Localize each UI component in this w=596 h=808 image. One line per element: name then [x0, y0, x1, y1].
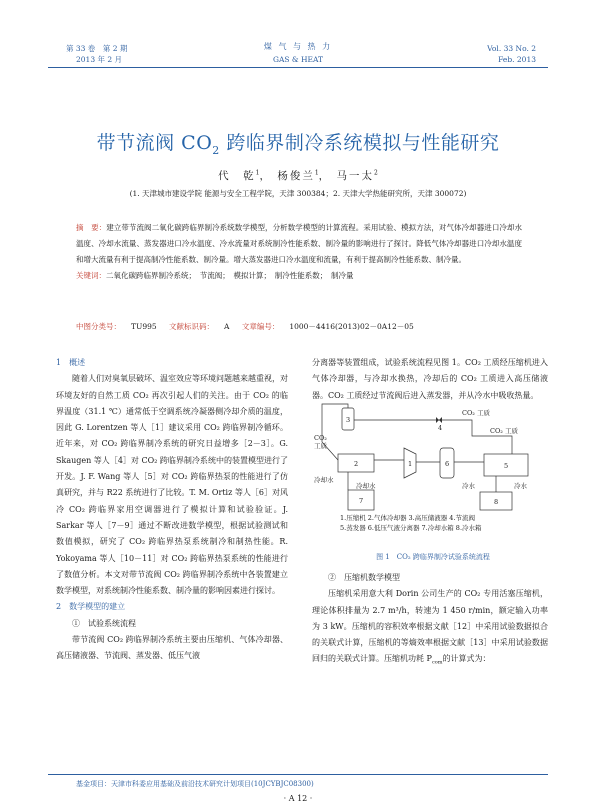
svg-text:4: 4	[438, 424, 443, 432]
paragraph: 带节流阀 CO₂ 跨临界制冷系统主要由压缩机、气体冷却器、高压储液器、节流阀、蒸发器、低压气液	[56, 635, 288, 661]
svg-text:3: 3	[346, 416, 351, 424]
paragraph: 随着人们对臭氧层破坏、温室效应等环境问题越来越重视，对环境友好的自然工质 CO₂ 再次引起人们的关注。由于 CO₂ 的临界温度（31.1 ℃）通常低于空调系统冷凝器侧冷却介质的温度，因此 G. Lorentzen 等人［1］建议采用 CO₂ 跨临界制冷循环。近年来，对 CO₂ 跨临界制冷系统的研究日益增多［2－3］。G. Skaugen 等人［4］对 CO₂ 跨临界制冷系统中的装置模型进行了开发。J. F. Wang 等人［5］对 CO₂ 跨临界热泵的性能进行了仿真研究，并与 R22 系统进行了比较。T. M. Ortiz 等人［6］对风冷 CO₂ 跨临界家用空调器进行了模拟计算和试验验证。J. Sarkar 等人［7－9］通过不断改进数学模型，根据试验测试和数值模拟，研究了 CO₂ 跨临界热泵系统制冷和制热性能。R. Yokoyama 等人［10－11］对 CO₂ 跨临界热泵系统的性能进行了数值分析。本文对带节流阀 CO₂ 跨临界制冷系统中各装置建立数学模型，对系统制冷性能系数、制冷量的影响因素进行探讨。	[56, 374, 288, 596]
subsection-heading: ② 压缩机数学模型	[328, 573, 400, 582]
fig-label-cooling-water: 冷却水	[314, 476, 334, 484]
header-volume-cn: 第 33 卷 第 2 期	[66, 44, 128, 53]
fig-label-right: CO₂ 工质	[490, 427, 518, 435]
fig-label-co2-left: CO₂	[314, 434, 327, 442]
page-number: · A 12 ·	[283, 794, 313, 803]
header-journal-en: GAS & HEAT	[272, 55, 323, 64]
keywords-label: 关键词：	[76, 271, 106, 280]
author-name: 杨俊兰	[277, 170, 315, 182]
classification-row: 中图分类号： TU995 文献标识码： A 文章编号： 1000－4416(2013)02－0A12－05	[76, 322, 414, 331]
abstract-label: 摘 要：	[76, 223, 107, 232]
left-column	[56, 355, 288, 665]
svg-text:2: 2	[354, 460, 359, 468]
fig-label-top: CO₂ 工质	[462, 409, 490, 417]
paper-title: 带节流阀 $CO_2$ 跨临界制冷系统模拟与性能研究	[96, 132, 500, 157]
figure-caption: 图 1 CO₂ 跨临界制冷试验系统流程	[376, 553, 490, 561]
figure-legend: 1.压缩机 2.气体冷却器 3.高压储液器 4.节流阀 5.蒸发器 6.低压气液分离器 7.冷却水箱 8.冷水箱	[340, 514, 482, 532]
fig-label-cold-water: 冷水	[462, 482, 475, 490]
clc-number: TU995	[131, 322, 157, 331]
header-date-cn: 2013 年 2 月	[76, 55, 123, 64]
section-heading: 2 数学模型的建立	[56, 602, 126, 612]
header-date-en: Feb. 2013	[498, 55, 536, 64]
throttle-valve-icon	[436, 417, 442, 423]
footnote-funding: 基金项目：天津市科委应用基础及前沿技术研究计划项目(10JCYBJC08300)	[76, 780, 314, 788]
author-list: 代 乾$^1$， 杨俊兰$^1$， 马一太$^2$	[218, 169, 378, 182]
fig-label-cold-water-2: 冷水	[514, 482, 527, 490]
abstract	[76, 220, 522, 284]
paragraph: 压缩机采用意大利 Dorin 公司生产的 CO₂ 专用活塞压缩机，理论体积排量为 2.7 m³/h，转速为 1 450 r/min，额定输入功率为 3 kW。压缩机的容积效率根据文献［12］中采用试验数据拟合的关联式计算，压缩机的等熵效率根据文献［13］中采用试验数据回归的关联式计算。压缩机功耗 $P_{com}$的计算式为：	[312, 589, 548, 667]
affiliation: (1. 天津城市建设学院 能源与安全工程学院，天津 300384；2. 天津大学热能研究所，天津 300072)	[129, 189, 467, 198]
author-name: 代 乾	[218, 170, 256, 182]
keywords-text: 二氧化碳跨临界制冷系统； 节流阀； 模拟计算； 制冷性能系数； 制冷量	[106, 271, 354, 280]
article-number: 1000－4416(2013)02－0A12－05	[289, 322, 414, 331]
fig-label-medium-left: 工质	[314, 442, 327, 450]
right-column-bottom	[312, 570, 548, 671]
doc-code: A	[224, 322, 230, 331]
abstract-text: 建立带节流阀二氧化碳跨临界制冷系统数学模型，分析数学模型的计算流程。采用试验、模拟方法，对气体冷却器进口冷却水温度、冷却水流量、蒸发器进口冷水温度、冷水流量对系统制冷性能系数、制冷量的影响进行了探讨。降低气体冷却器进口冷却水温度和增大流量有利于提高制冷性能系数、制冷量。增大蒸发器进口冷水温度和流量，有利于提高制冷性能系数、制冷量。	[76, 223, 523, 264]
svg-text:8: 8	[494, 498, 499, 506]
right-column-top	[312, 355, 548, 404]
svg-text:1: 1	[408, 460, 413, 468]
footnote-rule	[48, 774, 548, 775]
subsection-heading: ① 试验系统流程	[72, 618, 136, 628]
paragraph: 分离器等装置组成，试验系统流程见图 1。CO₂ 工质经压缩机进入气体冷却器，与冷却水换热，冷却后的 CO₂ 工质进入高压储液器。CO₂ 工质经过节流阀后进入蒸发器，并从冷水中吸收热量。	[312, 358, 548, 400]
svg-text:5: 5	[504, 462, 509, 470]
fig-label-cooling-water-2: 冷却水	[356, 482, 376, 490]
header-journal-cn: 煤 气 与 热 力	[263, 42, 333, 51]
section-heading: 1 概述	[56, 358, 86, 367]
header-rule	[48, 67, 548, 68]
author-name: 马一太	[336, 170, 374, 182]
svg-text:6: 6	[445, 460, 450, 468]
svg-text:7: 7	[359, 497, 364, 505]
header-volume-en: Vol. 33 No. 2	[487, 44, 536, 53]
